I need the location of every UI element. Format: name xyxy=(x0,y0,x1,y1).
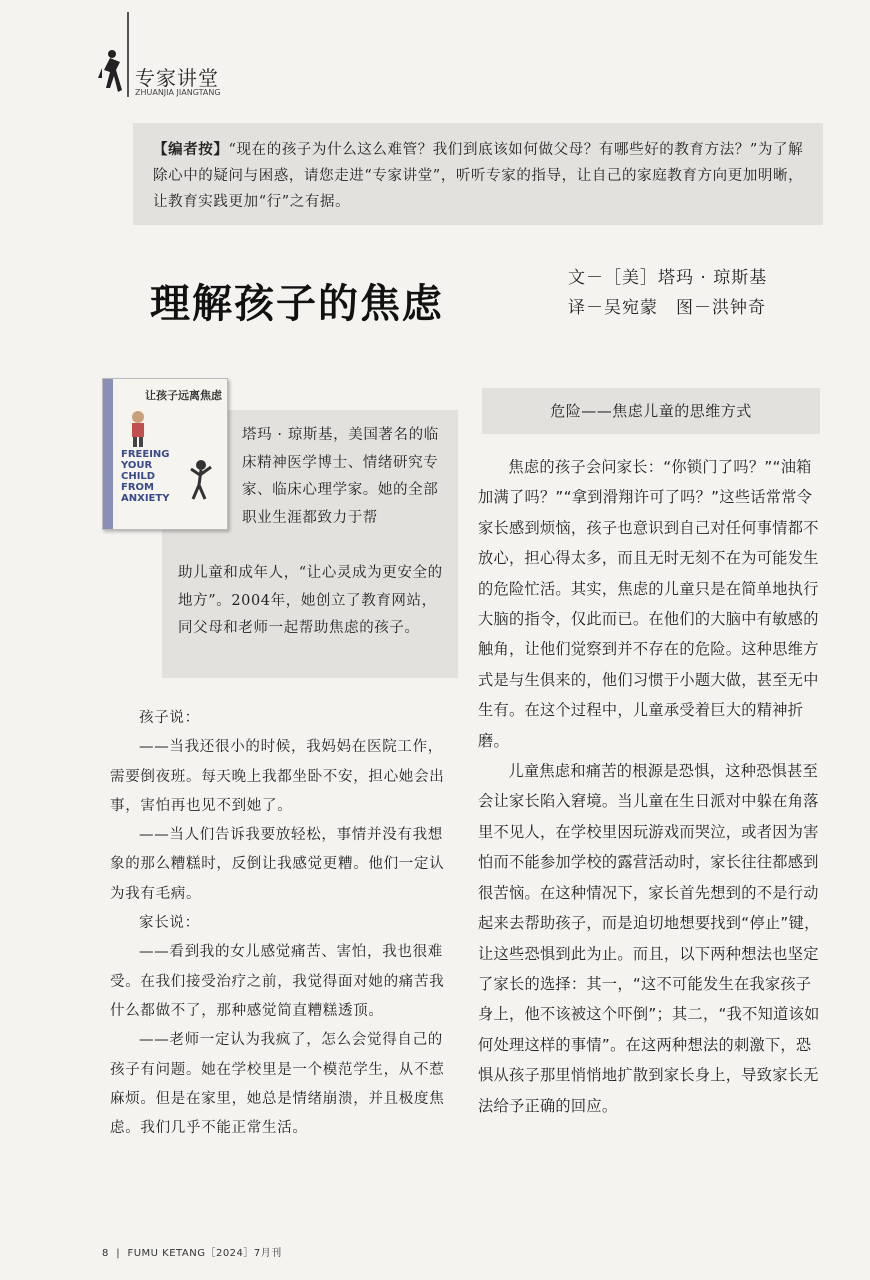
editor-note-body: “现在的孩子为什么这么难管？我们到底该如何做父母？有哪些好的教育方法？”为了解除心中的疑问与困惑，请您走进“专家讲堂”，听听专家的指导，让自己的家庭教育方向更加明晰，让教育实践更加“行”之有据。 xyxy=(153,142,804,210)
left-column xyxy=(110,704,455,1143)
parent-quote-1: ——看到我的女儿感觉痛苦、害怕，我也很难受。在我们接受治疗之前，我觉得面对她的痛苦我什么都做不了，那种感觉简直糟糕透顶。 xyxy=(110,944,445,1019)
kid-quote-1: ——当我还很小的时候，我妈妈在医院工作，需要倒夜班。每天晚上我都坐卧不安，担心她会出事，害怕再也见不到她了。 xyxy=(110,739,445,814)
author-bio-part1: 塔玛 · 琼斯基，美国著名的临床精神医学博士、情绪研究专家、临床心理学家。她的全部职业生涯都致力于帮 xyxy=(242,427,439,526)
body-paragraph-1: 焦虑的孩子会问家长：“你锁门了吗？”“油箱加满了吗？”“拿到滑翔许可了吗？”这些话常常令家长感到烦恼，孩子也意识到自己对任何事情都不放心，担心得太多，而且无时无刻不在为可能发生的危险忙活。其实，焦虑的儿童只是在简单地执行大脑的指令，仅此而已。在他们的大脑中有敏感的触角，让他们觉察到并不存在的危险。这种思维方式是与生俱来的，他们习惯于小题大做，甚至无中生有。在这个过程中，儿童承受着巨大的精神折磨。 xyxy=(478,458,819,750)
byline-translator: 译－吴宛蒙 图－洪钟奇 xyxy=(568,298,766,318)
editor-note xyxy=(133,123,823,225)
subsection-title: 危险——焦虑儿童的思维方式 xyxy=(550,402,752,420)
book-figure-icon xyxy=(171,457,217,501)
body-paragraph-2: 儿童焦虑和痛苦的根源是恐惧，这种恐惧甚至会让家长陷入窘境。当儿童在生日派对中躲在角落里不见人，在学校里因玩游戏而哭泣，或者因为害怕而不能参加学校的露营活动时，家长往往都感到很苦恼。在这种情况下，家长首先想到的不是行动起来去帮助孩子，而是迫切地想要找到“停止”键，让这些恐惧到此为止。而且，以下两种想法也坚定了家长的选择：其一，“这不可能发生在我家孩子身上，他不该被这个吓倒”；其二，“我不知道该如何处理这样的事情”。在这两种想法的刺激下，恐惧从孩子那里悄悄地扩散到家长身上，导致家长无法给予正确的回应。 xyxy=(478,762,820,1115)
article-title: 理解孩子的焦虑 xyxy=(150,281,444,327)
subsection-box xyxy=(482,388,820,434)
section-title: 专家讲堂 xyxy=(135,66,219,90)
page-number: 8 xyxy=(102,1248,109,1259)
editor-note-tag: 【编者按】 xyxy=(153,142,229,158)
editor-note-text xyxy=(153,137,805,215)
header-rule xyxy=(127,12,129,97)
book-english-title: FREEING YOUR CHILD FROM ANXIETY xyxy=(121,449,170,504)
section-logo-icon xyxy=(96,48,124,96)
book-cover-image xyxy=(102,378,228,530)
kid-quote-2: ——当人们告诉我要放轻松，事情并没有我想象的那么糟糕时，反倒让我感觉更糟。他们一定认为我有毛病。 xyxy=(110,827,445,902)
journal-name: FUMU KETANG［2024］7月刊 xyxy=(127,1248,282,1259)
kid-heading: 孩子说： xyxy=(139,710,200,726)
footer-separator: | xyxy=(112,1248,124,1259)
page-footer xyxy=(102,1244,282,1259)
book-illustration-icon xyxy=(123,409,153,449)
book-title: 让孩子远离焦虑 xyxy=(145,389,222,402)
book-spine xyxy=(103,379,113,529)
section-pinyin: ZHUANJIA JIANGTANG xyxy=(135,88,221,97)
parent-heading: 家长说： xyxy=(139,915,200,932)
byline-author: 文－［美］塔玛 · 琼斯基 xyxy=(568,268,768,288)
parent-quote-2: ——老师一定认为我疯了，怎么会觉得自己的孩子有问题。她在学校里是一个模范学生，从不惹麻烦。但是在家里，她总是情绪崩溃，并且极度焦虑。我们几乎不能正常生活。 xyxy=(110,1032,445,1137)
author-bio-part2: 助儿童和成年人，“让心灵成为更安全的地方”。2004年，她创立了教育网站，同父母和老师一起帮助焦虑的孩子。 xyxy=(178,565,443,636)
right-column xyxy=(478,452,822,1121)
